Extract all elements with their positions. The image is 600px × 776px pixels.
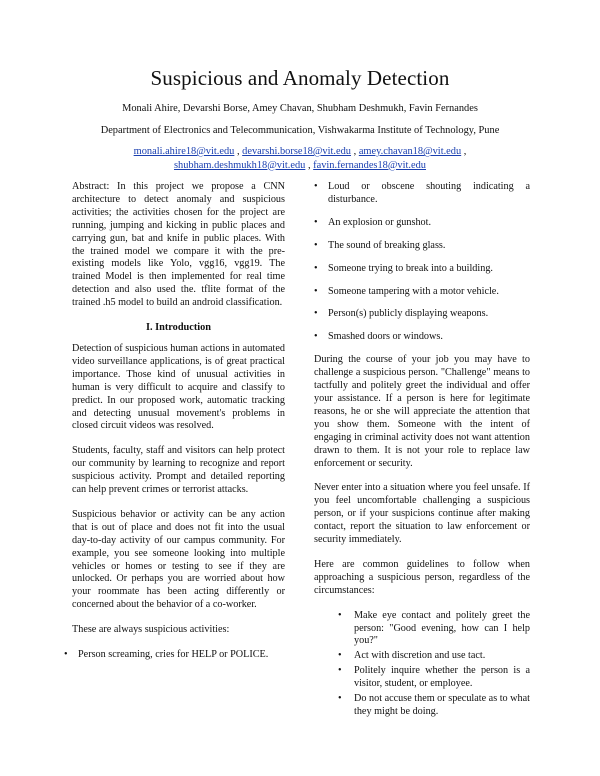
email-link[interactable]: devarshi.borse18@vit.edu [242,146,352,157]
email-link[interactable]: amey.chavan18@vit.edu [358,146,462,157]
email-separator: , [351,146,359,157]
affiliation: Department of Electronics and Telecommunication, Vishwakarma Institute of Technology, Pune [100,125,500,136]
paragraph: Suspicious behavior or activity can be any action that is out of place and does not fit into the usual day-to-day activity of our campus community. For example, you see someone looking into multiple vehicles or homes or testing to see if they are unlocked. Or perhaps you are worried about how your roommate has been acting differently or concerned about the behavior of a co-worker. [72,508,285,611]
author-list: Monali Ahire, Devarshi Borse, Amey Chavan, Shubham Deshmukh, Favin Fernandes [122,103,478,114]
email-separator: , [461,146,467,157]
suspicious-activity-list-continued [314,181,530,344]
list-item: • Do not accuse them or speculate as to what they might be doing. [338,693,530,719]
right-column [314,181,530,721]
list-item: • Person(s) publicly displaying weapons. [314,308,530,321]
list-item: • Act with discretion and use tact. [338,650,530,663]
abstract: Abstract: In this project we propose a CNN architecture to detect anomaly and suspicious activities; the activities chosen for the project are running, jumping and kicking in public places and carrying gun, bat and knife in public places. With the trained model we compare it with the pre-existing models like Yolo, vgg16, vgg19. The trained Model is then implemented for real time detection and also used the. tflite format of the trained .h5 model to build an android classification. [72,181,285,309]
suspicious-activity-list [72,649,285,662]
guideline-list [338,610,530,719]
paragraph: Detection of suspicious human actions in automated video surveillance applications, is of great practical importance. Those kind of unusual activities in human is very difficult to acquire and classify to predict. In our proposed work, automatic tracking and detecting unusual movement's problems in closed circuit videos was resolved. [72,342,285,432]
section-heading-introduction: I. Introduction [145,322,212,334]
paragraph: Students, faculty, staff and visitors can help protect our community by learning to recognize and report suspicious activity. Prompt and detailed reporting can help prevent crimes or terrorist attacks. [72,445,285,496]
email-list [100,145,500,172]
list-item: • Someone tampering with a motor vehicle. [314,286,530,299]
email-separator: , [234,146,243,157]
paragraph: Never enter into a situation where you feel unsafe. If you feel uncomfortable challenging a suspicious person, or if your suspicions continue after making contact, report the situation to law enforcement or security immediately. [314,482,530,546]
paragraph: Here are common guidelines to follow when approaching a suspicious person, regardless of the circumstances: [314,558,530,596]
email-separator: , [305,159,314,171]
list-item: • Politely inquire whether the person is a visitor, student, or employee. [338,665,530,691]
list-item: • An explosion or gunshot. [314,217,530,230]
paragraph: During the course of your job you may have to challenge a suspicious person. "Challenge" means to tactfully and politely greet the individual and offer your assistance. If a person is here for legitimate reasons, he or she will appreciate the attention that you show them. Someone with the intent of engaging in criminal activity does not want attention drawn to them. It is not your role to replace law enforcement or security. [314,354,530,469]
list-item: • The sound of breaking glass. [314,240,530,253]
list-item: • Someone trying to break into a building. [314,263,530,276]
paragraph: These are always suspicious activities: [72,624,230,636]
list-item: • Smashed doors or windows. [314,331,530,344]
list-item: • Person screaming, cries for HELP or POLICE. [64,649,285,662]
email-link[interactable]: favin.fernandes18@vit.edu [313,159,427,171]
paper-title: Suspicious and Anomaly Detection [150,66,450,90]
list-item: • Make eye contact and politely greet the person: "Good evening, how can I help you?" [338,610,530,649]
email-link[interactable]: shubham.deshmukh18@vit.edu [173,159,306,171]
list-item: • Loud or obscene shouting indicating a disturbance. [314,181,530,207]
email-link[interactable]: monali.ahire18@vit.edu [133,146,235,157]
left-column [72,181,285,671]
